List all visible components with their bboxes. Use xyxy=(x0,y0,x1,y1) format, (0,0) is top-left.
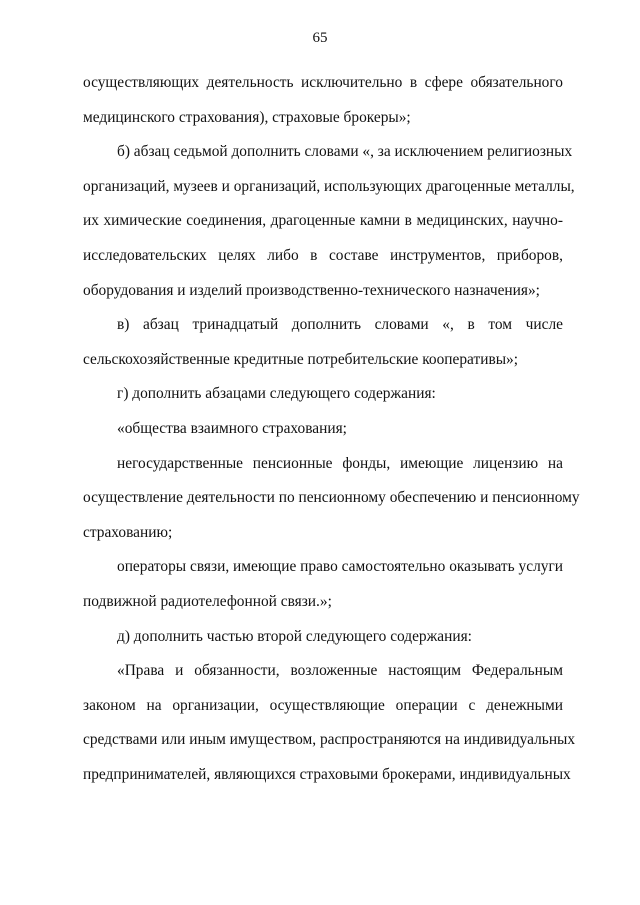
text-line: «Права и обязанности, возложенные настоящим Федеральным xyxy=(117,662,563,680)
text-line: негосударственные пенсионные фонды, имеющие лицензию на xyxy=(117,454,563,472)
text-line: исследовательских целях либо в составе инструментов, приборов, xyxy=(83,246,563,264)
text-line: сельскохозяйственные кредитные потребительские кооперативы»; xyxy=(83,350,519,368)
text-line: осуществляющих деятельность исключительно в сфере обязательного xyxy=(83,74,563,91)
page-number: 65 xyxy=(312,30,328,46)
text-line: медицинского страхования), страховые брокеры»; xyxy=(83,108,411,126)
text-line: оборудования и изделий производственно-технического назначения»; xyxy=(83,281,540,299)
text-line: предпринимателей, являющихся страховыми брокерами, индивидуальных xyxy=(83,765,571,783)
text-line: «общества взаимного страхования; xyxy=(117,419,347,437)
text-line: страхованию; xyxy=(83,523,173,541)
text-line: их химические соединения, драгоценные камни в медицинских, научно- xyxy=(83,212,563,230)
text-line: законом на организации, осуществляющие операции с денежными xyxy=(83,696,563,714)
document-body xyxy=(83,66,580,792)
text-line: б) абзац седьмой дополнить словами «, за исключением религиозных xyxy=(117,143,573,161)
text-line: г) дополнить абзацами следующего содержания: xyxy=(117,385,436,403)
text-line: осуществление деятельности по пенсионному обеспечению и пенсионному xyxy=(83,489,580,507)
text-line: операторы связи, имеющие право самостоятельно оказывать услуги xyxy=(117,558,563,576)
text-line: средствами или иным имуществом, распространяются на индивидуальных xyxy=(83,731,576,749)
text-line: в) абзац тринадцатый дополнить словами «, в том числе xyxy=(117,316,563,334)
text-line: организаций, музеев и организаций, использующих драгоценные металлы, xyxy=(83,177,575,195)
text-line: подвижной радиотелефонной связи.»; xyxy=(83,592,332,610)
text-line: д) дополнить частью второй следующего содержания: xyxy=(117,627,472,645)
